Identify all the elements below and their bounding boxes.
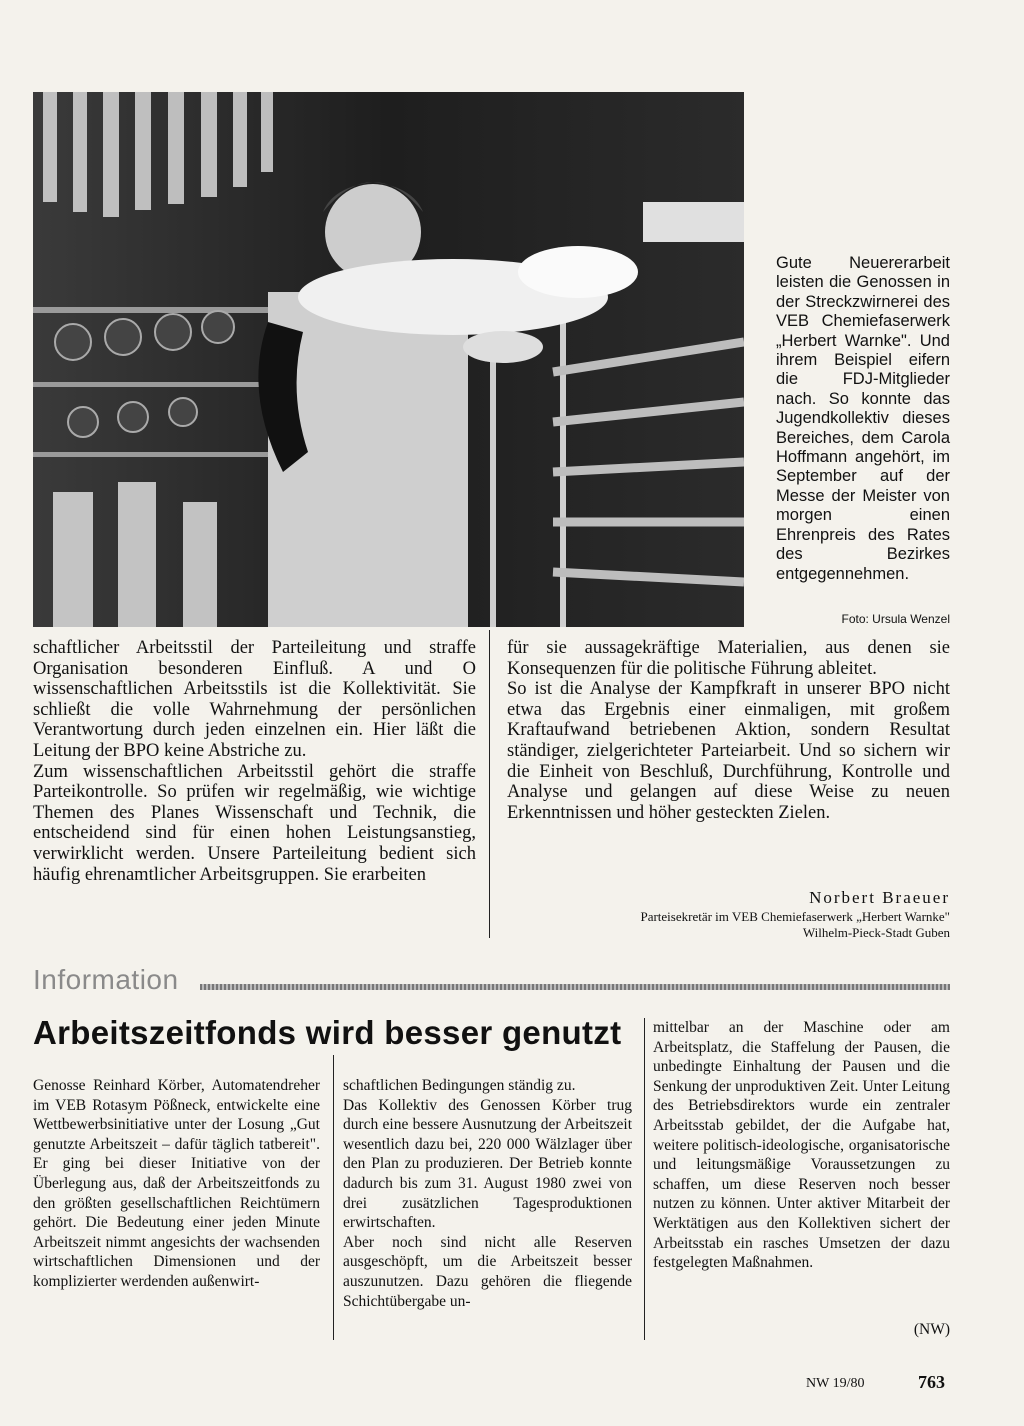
article2-col2-paragraph-1: schaftlichen Bedingungen ständig zu. [343,1077,576,1094]
article2-column-3 [653,1018,950,1273]
article1-left-column [33,638,476,885]
article2-col2-paragraph-3: Aber noch sind nicht alle Reserven ausgeschöpft, um die Arbeitszeit besser auszunutzen. Dazu gehören die fliegende Schichtübergabe un- [343,1233,632,1310]
author-name: Norbert Braeuer [809,888,950,907]
photo-credit: Foto: Ursula Wenzel [841,612,950,626]
column-divider [489,630,490,938]
article1-left-paragraph-1: schaftlicher Arbeitsstil der Parteileitung und straffe Organisation besonderen Einfluß. A und O wissenschaftlichen Arbeitsstils ist die Kollektivität. Sie schließt die volle Wahrnehmung der persönlichen Verantwortung durch jeden einzelnen ein. Hier läßt die Leitung der BPO keine Abstriche zu. [33,638,476,761]
column-divider-3 [644,1018,645,1340]
author-location: Wilhelm-Pieck-Stadt Guben [802,925,950,940]
article1-right-paragraph-2: So ist die Analyse der Kampfkraft in unserer BPO nicht etwa das Ergebnis einer einmaligen, mit großem Kraftaufwand betriebenen Aktion, sondern Resultat ständiger, zielgerichteter Parteiarbeit. Und so sichern wir die Einheit von Beschluß, Durchführung, Kontrolle und Analyse und gelangen auf diese Weise zu neuen Erkenntnissen und höher gesteckten Zielen. [507,679,950,823]
section-rule [200,984,950,990]
article2-col1-text: Genosse Reinhard Körber, Automatendreher im VEB Rotasym Pößneck, entwickelte eine Wettbewerbsinitiative unter der Losung „Gut genutzte Arbeitszeit – dafür täglich tatbereit". Er ging bei dieser Initiative von der Überlegung aus, daß der Arbeitszeitfonds zu den größten gesellschaftlichen Reichtümern gehört. Die Bedeutung einer jeden Minute Arbeitszeit nimmt angesichts der wachsenden wirtschaftlichen Dimensionen und der komplizierter werdenden außenwirt- [33,1077,320,1290]
photo-factory-worker [33,92,744,627]
article1-left-paragraph-2: Zum wissenschaftlichen Arbeitsstil gehört die straffe Parteikontrolle. So prüfen wir regelmäßig, wie wichtige Themen des Planes Wissenschaft und Technik, die entscheidend sind für einen hohen Leistungsanstieg, verwirklicht werden. Unsere Parteileitung bedient sich häufig ehrenamtlicher Arbeitsgruppen. Sie erarbeiten [33,761,476,885]
photo-caption: Gute Neuererarbeit leisten die Genossen in der Streckzwirnerei des VEB Chemiefaserwerk „Herbert Warnke". Und ihrem Beispiel eifern die FDJ-Mitglieder nach. So konnte das Jugendkollektiv dieses Bereiches, dem Carola Hoffmann angehört, im September auf der Messe der Meister von morgen einen Ehrenpreis des Rates des Bezirkes entgegennehmen. [776,254,950,583]
section-label: Information [33,964,179,995]
article2-column-2 [343,1076,632,1311]
author-role: Parteisekretär im VEB Chemiefaserwerk „Herbert Warnke" [640,909,950,924]
column-divider-2 [333,1055,334,1340]
article2-sign: (NW) [913,1321,950,1338]
article2-column-1 [33,1076,320,1292]
issue-label: NW 19/80 [806,1376,865,1391]
article2-col2-paragraph-2: Das Kollektiv des Genossen Körber trug durch eine bessere Ausnutzung der Arbeitszeit wesentlich dazu bei, 220 000 Wälzlager über den Plan zu produzieren. Der Betrieb konnte dadurch bis zum 31. August 1980 zwei von drei zusätzlichen Tagesproduktionen erwirtschaften. [343,1096,632,1232]
page-number: 763 [918,1372,945,1392]
article2-col3-text: mittelbar an der Maschine oder am Arbeitsplatz, die Staffelung der Pausen, die unbedingte Einhaltung der Pausen und die Senkung der unproduktiven Zeit. Unter Leitung des Betriebsdirektors wurde ein zentraler Arbeitsstab gebildet, der die Aufgabe hat, weitere politisch-ideologische, organisatorische und leitungsmäßige Voraussetzungen zu schaffen, um diese Reserven noch besser nutzen zu können. Unter aktiver Mitarbeit der Werktätigen aus den Kollektiven sichert der Arbeitsstab ein rasches Umsetzen der dazu festgelegten Maßnahmen. [653,1019,950,1272]
article1-right-column [507,638,950,823]
article1-right-paragraph-1: für sie aussagekräftige Materialien, aus denen sie Konsequenzen für die politische Führung ableitet. [507,638,950,679]
news-photo [33,92,744,627]
article2-headline: Arbeitszeitfonds wird besser genutzt [33,1014,622,1051]
